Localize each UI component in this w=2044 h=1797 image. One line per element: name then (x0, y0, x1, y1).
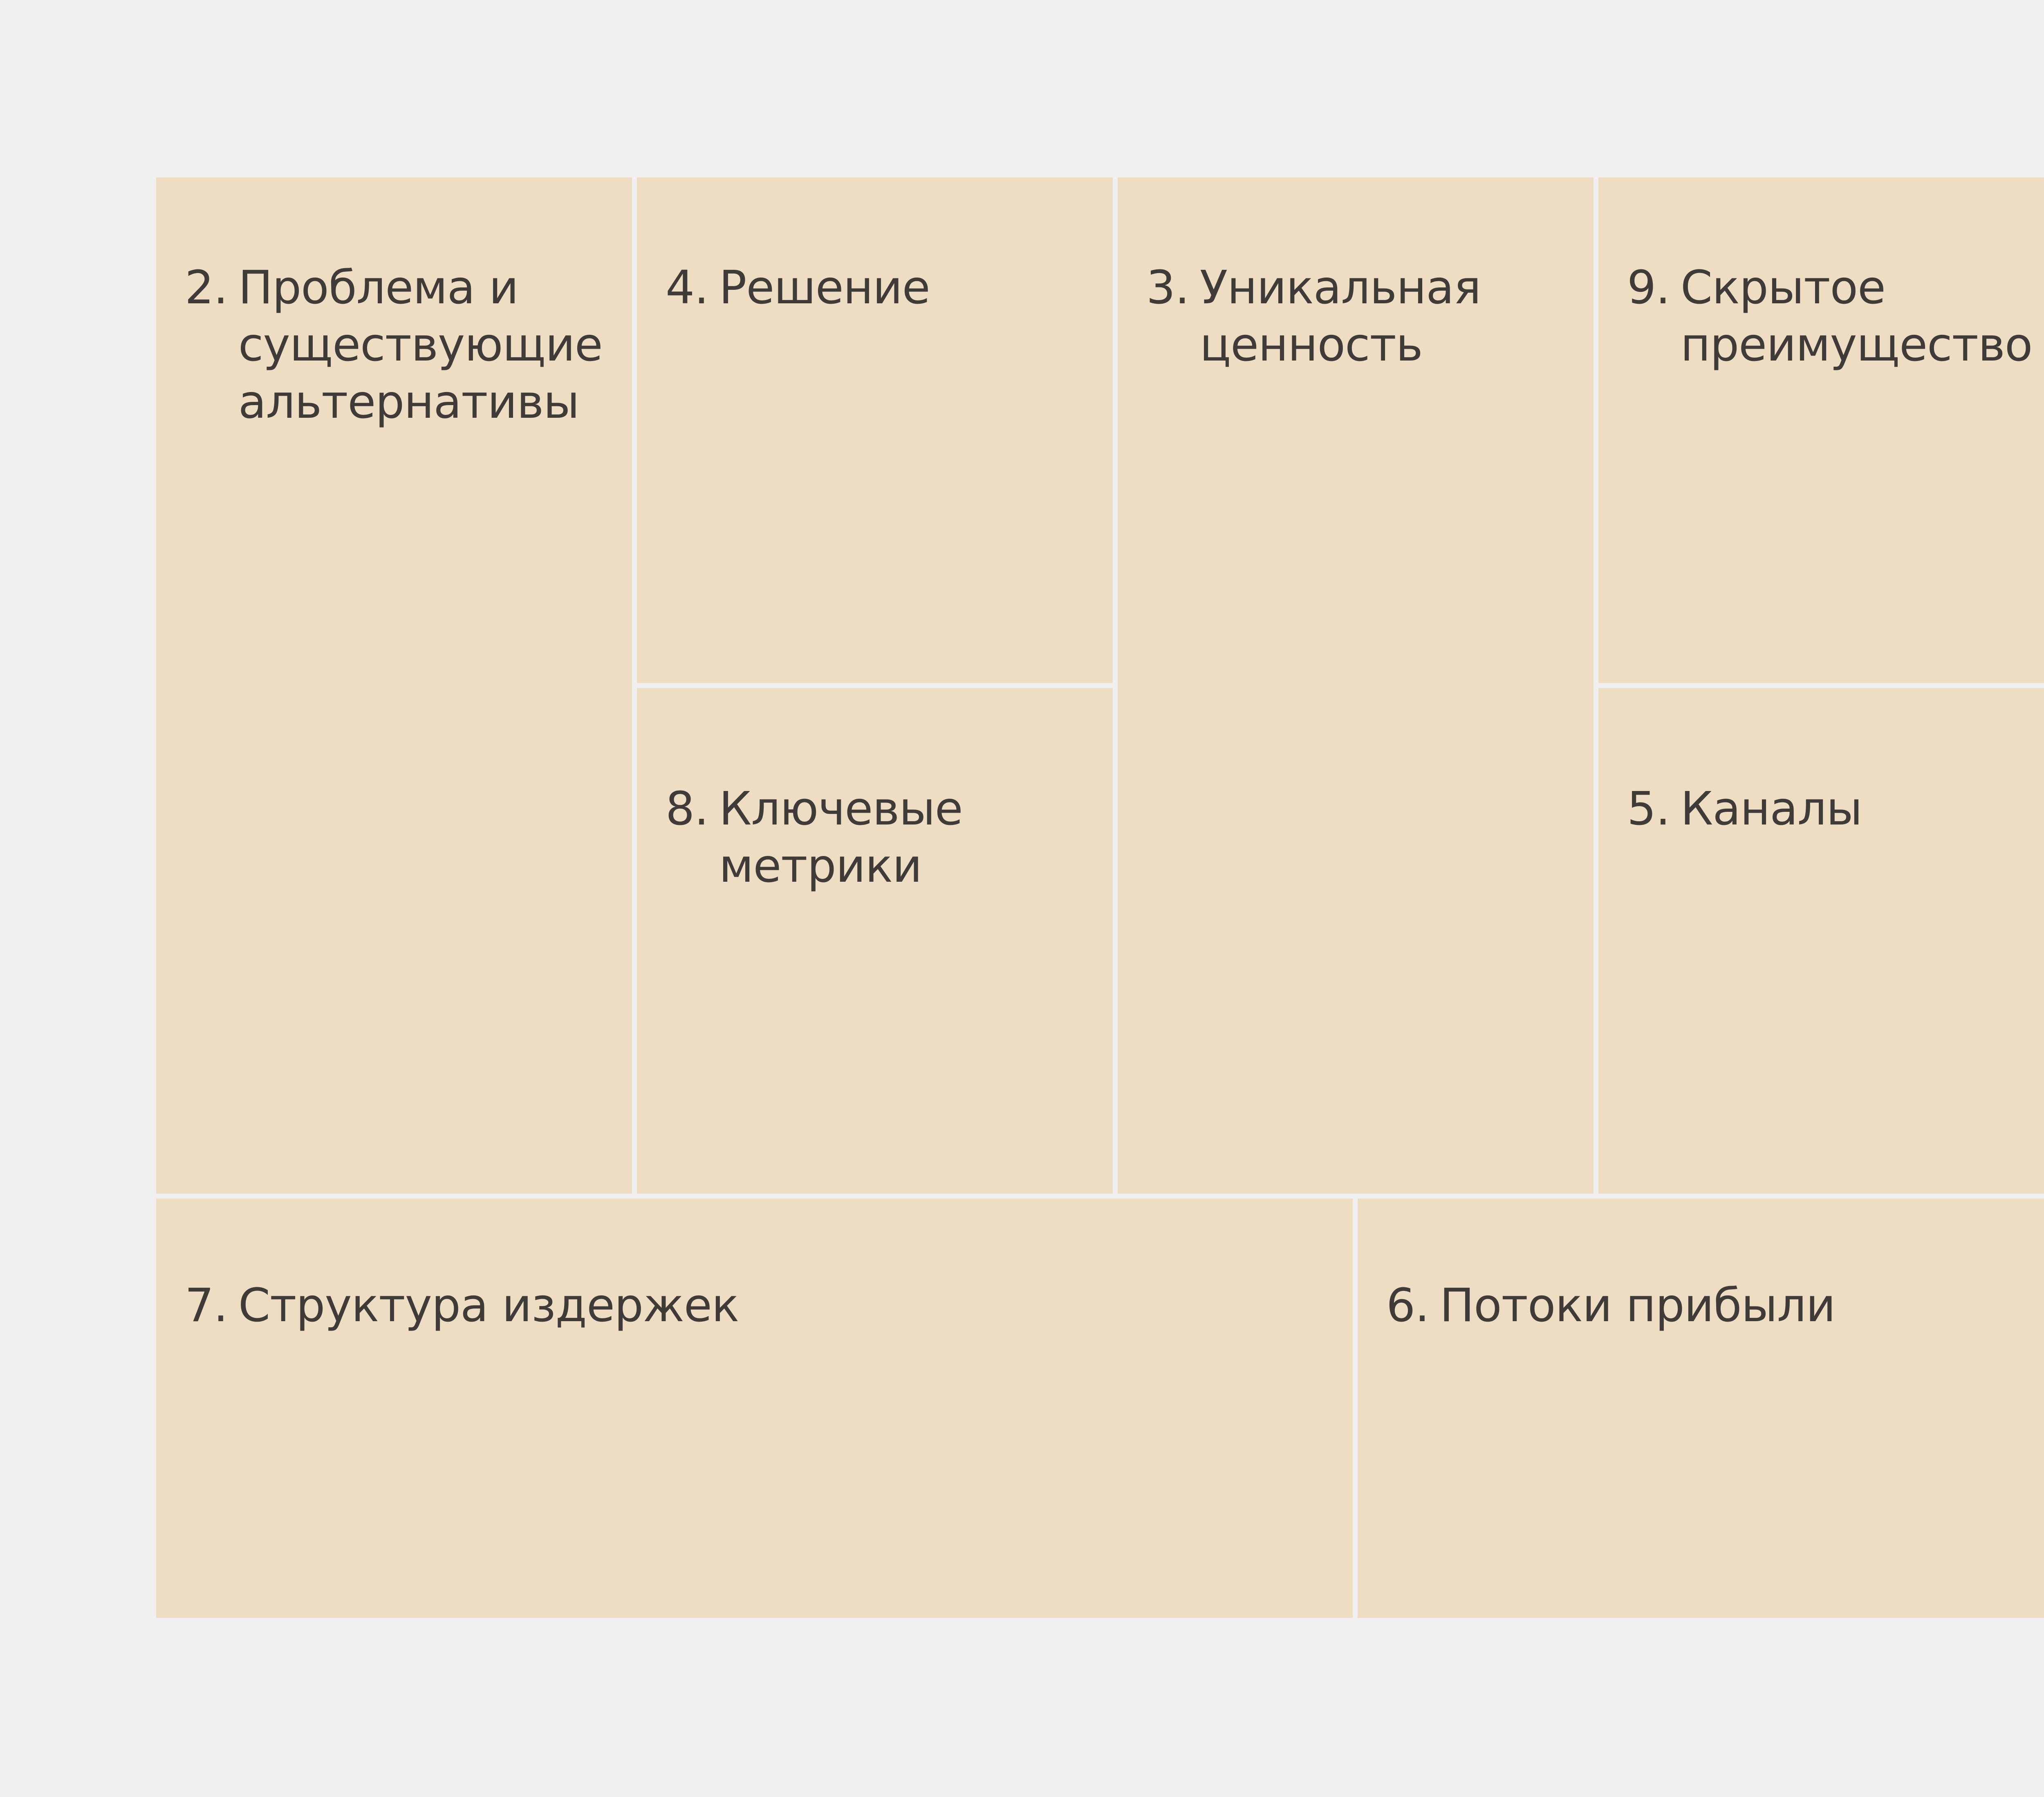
block-cost-structure (156, 1199, 1353, 1618)
block-revenue-streams-label (1386, 1277, 1835, 1334)
block-solution-label (666, 259, 930, 316)
block-revenue-streams (1358, 1199, 2044, 1618)
block-title: Решение (719, 261, 930, 314)
block-title: Каналы (1680, 782, 1862, 836)
block-number: 9. (1627, 261, 1670, 314)
block-channels-label (1627, 780, 1862, 838)
block-title: Скрытое преимущество (1680, 261, 2033, 372)
block-problem (156, 177, 632, 1194)
block-title: Проблема и существующие альтернативы (238, 261, 603, 429)
block-problem-label (185, 259, 603, 431)
block-title: Ключевые метрики (719, 782, 963, 893)
block-number: 5. (1627, 782, 1670, 836)
block-channels (1598, 688, 2044, 1194)
block-number: 4. (666, 261, 708, 314)
block-key-metrics-label (666, 780, 963, 895)
block-unique-value-label (1146, 259, 1481, 374)
block-number: 7. (185, 1279, 228, 1332)
block-title: Структура издержек (238, 1279, 739, 1332)
block-number: 8. (666, 782, 708, 836)
lean-canvas (156, 177, 2044, 1618)
block-solution (637, 177, 1113, 683)
block-key-metrics (637, 688, 1113, 1194)
block-number: 3. (1146, 261, 1189, 314)
block-number: 6. (1386, 1279, 1429, 1332)
block-cost-structure-label (185, 1277, 739, 1334)
block-number: 2. (185, 261, 228, 314)
block-unfair-advantage-label (1627, 259, 2032, 374)
block-unfair-advantage (1598, 177, 2044, 683)
block-title: Потоки прибыли (1439, 1279, 1836, 1332)
block-title: Уникальная ценность (1199, 261, 1481, 372)
block-unique-value (1118, 177, 1594, 1194)
